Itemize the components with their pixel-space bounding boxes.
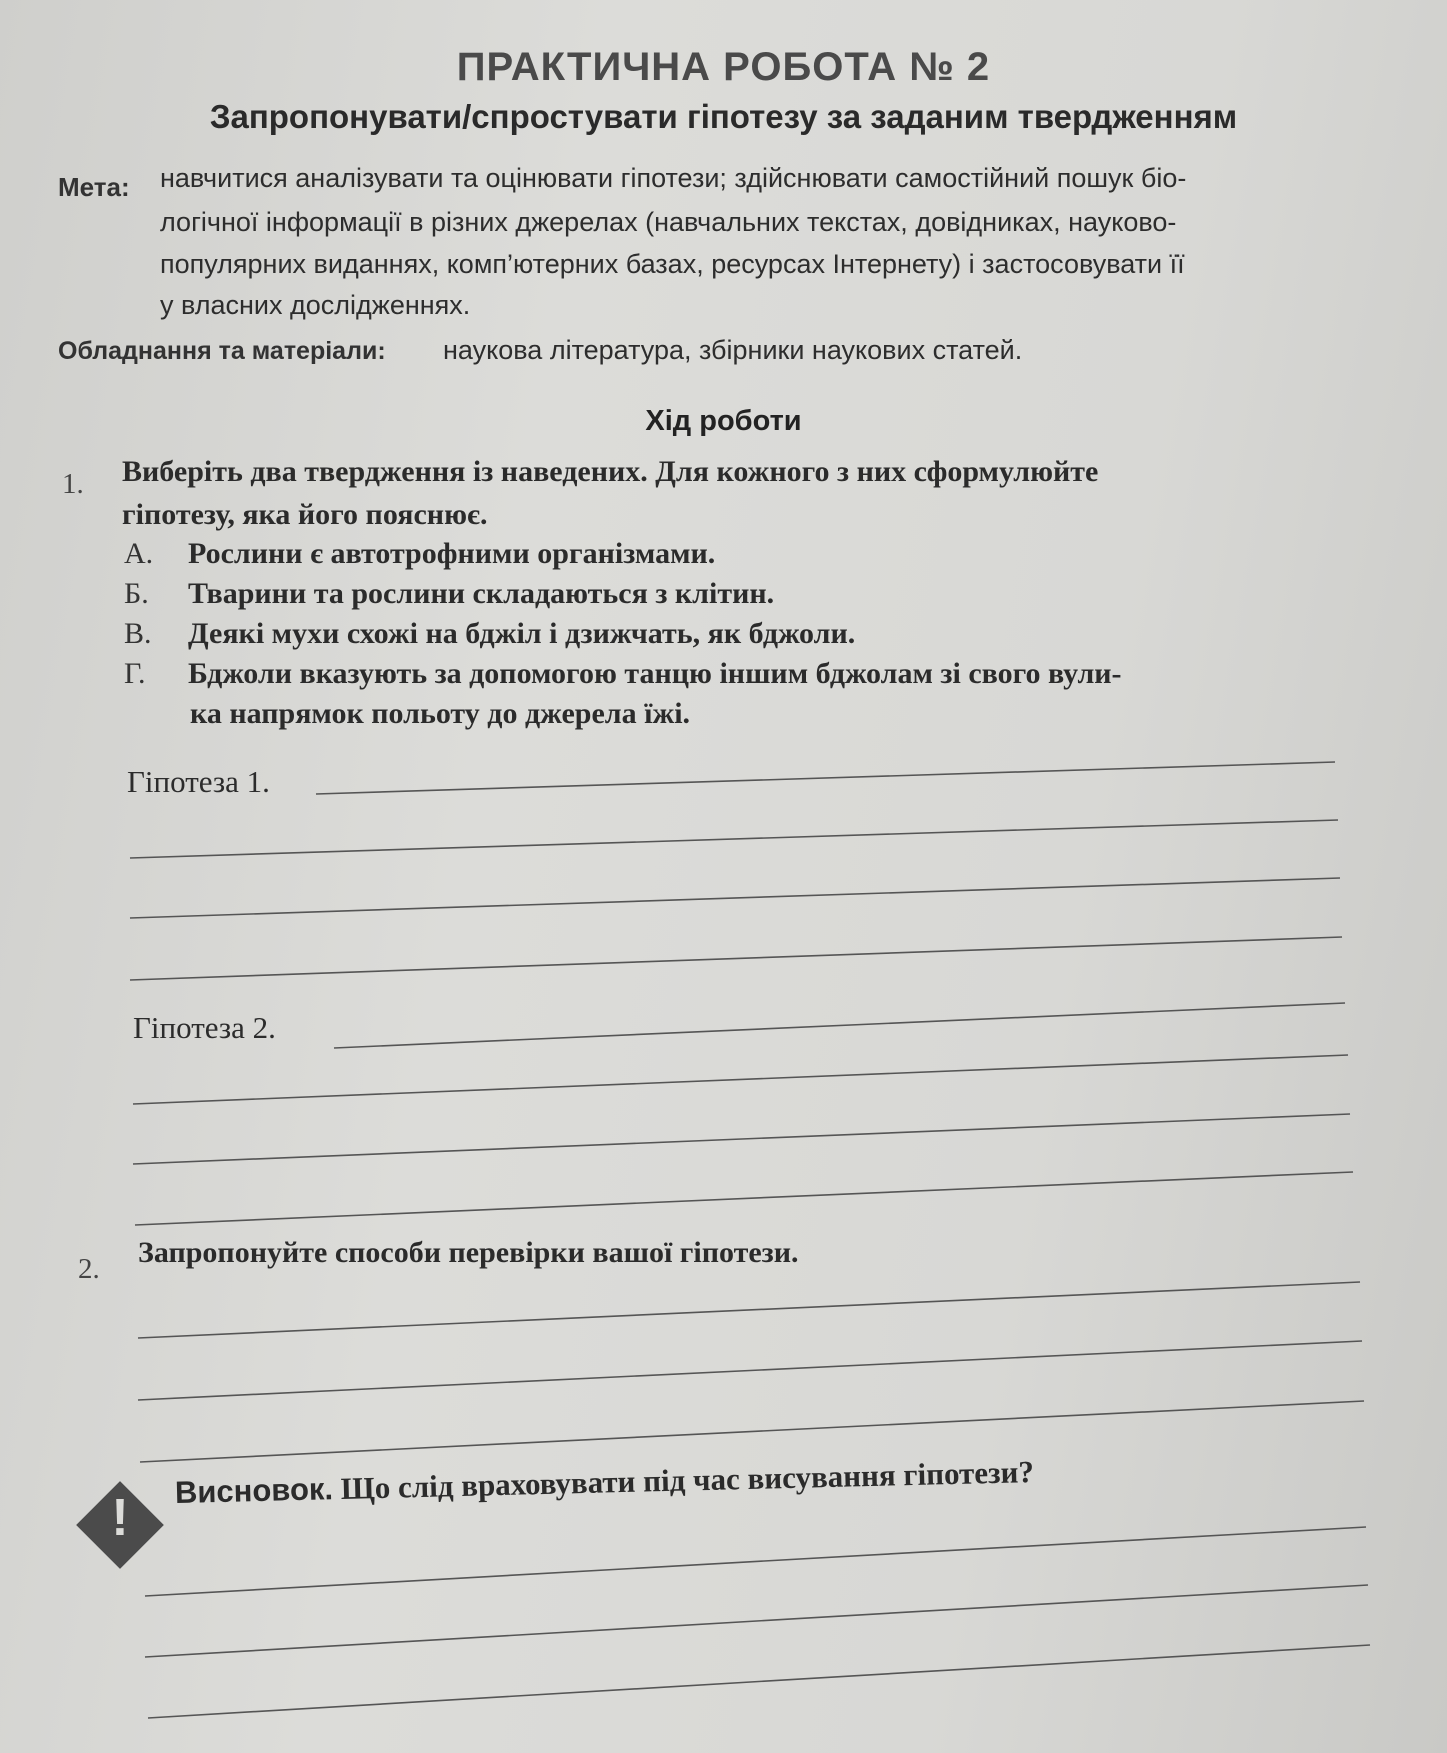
answer-line	[130, 937, 1342, 980]
answer-line	[316, 762, 1335, 794]
section-title: Хід роботи	[645, 405, 802, 437]
option-d-letter: Г.	[124, 657, 146, 690]
goal-line-4: у власних дослідженнях.	[160, 290, 471, 320]
answer-line	[145, 1585, 1368, 1657]
task2-text: Запропонуйте способи перевірки вашої гіпотези.	[138, 1236, 799, 1269]
warning-mark: !	[111, 1489, 129, 1547]
answer-line	[334, 1003, 1345, 1048]
page-title: ПРАКТИЧНА РОБОТА № 2	[456, 45, 991, 89]
task1-line-1: Виберіть два твердження із наведених. Для кожного з них сформулюйте	[122, 455, 1099, 488]
hypothesis-2-label: Гіпотеза 2.	[133, 1010, 276, 1045]
option-c-text: Деякі мухи схожі на бджіл і дзижчать, як бджоли.	[188, 617, 856, 650]
option-b-text: Тварини та рослини складаються з клітин.	[188, 577, 775, 610]
option-d-continuation: ка напрямок польоту до джерела їжі.	[190, 697, 691, 730]
answer-line	[130, 878, 1340, 918]
answer-line	[133, 1055, 1348, 1104]
option-a-letter: А.	[124, 537, 154, 570]
option-d-text: Бджоли вказують за допомогою танцю іншим бджолам зі свого вули-	[188, 657, 1122, 690]
answer-line	[133, 1114, 1350, 1164]
hypothesis-1-label: Гіпотеза 1.	[127, 764, 270, 799]
conclusion-label: Висновок.	[174, 1471, 334, 1510]
option-c-letter: В.	[124, 617, 152, 650]
task2-number: 2.	[78, 1253, 100, 1285]
goal-line-3: популярних виданнях, комп’ютерних базах, ресурсах Інтернету) і застосовувати її	[160, 249, 1185, 279]
conclusion-text: Що слід враховувати під час висування гіпотези?	[340, 1454, 1035, 1506]
page-subtitle: Запропонувати/спростувати гіпотезу за заданим твердженням	[209, 98, 1238, 135]
answer-line	[138, 1282, 1360, 1338]
goal-line-2: логічної інформації в різних джерелах (навчальних текстах, довідниках, науково-	[160, 207, 1177, 237]
answer-line	[130, 820, 1338, 858]
option-a-text: Рослини є автотрофними організмами.	[188, 537, 716, 570]
answer-line	[148, 1645, 1370, 1718]
answer-line	[140, 1401, 1364, 1462]
answer-line	[138, 1341, 1362, 1400]
task1-line-2: гіпотезу, яка його пояснює.	[122, 498, 488, 531]
goal-label: Мета:	[58, 172, 130, 202]
answer-line	[135, 1172, 1353, 1225]
equipment-label: Обладнання та матеріали:	[58, 337, 386, 365]
equipment-text: наукова література, збірники наукових статей.	[443, 335, 1023, 365]
goal-line-1: навчитися аналізувати та оцінювати гіпотези; здійснювати самостійний пошук біо-	[160, 163, 1187, 193]
answer-line	[145, 1527, 1366, 1596]
option-b-letter: Б.	[124, 577, 149, 610]
task1-number: 1.	[62, 468, 84, 500]
